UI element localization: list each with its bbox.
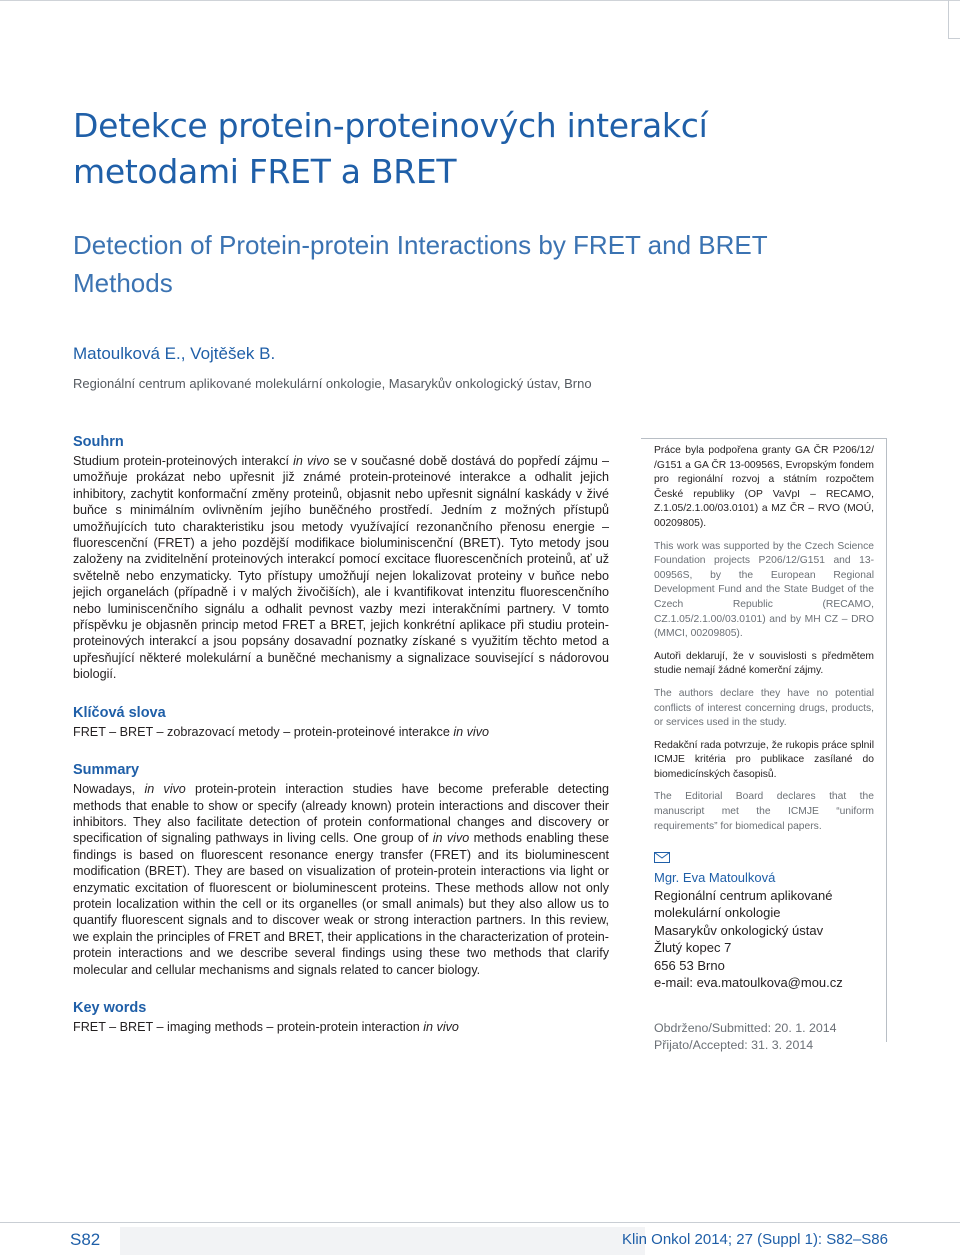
- authors: Matoulková E., Vojtěšek B.: [73, 344, 276, 363]
- journal-citation: Klin Onkol 2014; 27 (Suppl 1): S82–S86: [621, 1231, 888, 1248]
- contact-line-5: 656 53 Brno: [654, 957, 725, 973]
- klicova-terms: FRET – BRET – zobrazovací metody – protein-proteinové interakce: [73, 724, 454, 739]
- conflict-en: The authors declare they have no potential conflicts of interest concerning drugs, products, or services used in the study.: [654, 687, 874, 729]
- received-date: Obdrženo/Submitted: 20. 1. 2014: [654, 1020, 837, 1035]
- conflict-cz: Autoři deklarují, že v souvislosti s předmětem studie nemají žádné komerční zájmy.: [654, 650, 874, 677]
- souhrn-heading: Souhrn: [73, 434, 124, 450]
- page-number: S82: [70, 1230, 101, 1249]
- article-subtitle: Detection of Protein-protein Interactions by FRET and BRET Methods: [73, 230, 768, 298]
- klicova-in-vivo: in vivo: [453, 724, 490, 739]
- icmje-cz: Redakční rada potvrzuje, že rukopis práce splnil ICMJE kritéria pro publikace zasílané do biomedicínských časopisů.: [654, 739, 874, 780]
- keywords-text: [73, 1019, 609, 1035]
- envelope-icon: [654, 852, 670, 863]
- footer-rule: [0, 1222, 960, 1223]
- contact-block: [654, 869, 874, 992]
- contact-line-1: Regionální centrum aplikované: [654, 887, 833, 903]
- accepted-date: Přijato/Accepted: 31. 3. 2014: [654, 1038, 814, 1053]
- affiliation: Regionální centrum aplikované molekulární onkologie, Masarykův onkologický ústav, Brno: [73, 376, 592, 391]
- contact-email[interactable]: e-mail: eva.matoulkova@mou.cz: [654, 975, 843, 991]
- main-column: [73, 434, 609, 1035]
- dates-block: [654, 1020, 874, 1055]
- footer-bar: [120, 1227, 645, 1255]
- summary-heading: Summary: [73, 762, 140, 779]
- summary-in-vivo-1: in vivo: [144, 782, 186, 797]
- souhrn-text-rest: se v současné době dostává do popředí zájmu – umožňuje prokázat nebo upřesnit již známé protein-proteinové interakce a odhalit jejich inhibitory, zachytit konformační změny proteinů, objasnit nebo upřesnit signální kaskády v živé buňce s minimálním ovlivněním jejího buněčného prostředí. Jedním z možných přístupů umožňujících tuto charakteristiku jsou metody využívající rezonančního přenosu energie – fluorescenční (FRET) a jeho pozdější modifikace bioluminiscenční (BRET). Tyto metody jsou založeny na zviditelnění proteinových interakcí pomocí excitace fluorescenčních proteinů, ať už světelně nebo enzymaticky. Tyto přístupy umožňují nejen lokalizovat proteiny v buňce nebo jejich organelách (případně i v malých živočiších), ale i kvantifikovat intenzitu fluorescenčního nebo luminiscenčního signálu a odhalit pevnost vazby mezi interakčními partnery. V tomto příspěvku je objasněn princip metod FRET a BRET, jejich konkrétní aplikace při studiu protein-proteinových interakcí a jsou popsány dosavadní poznatky získané s využitím těchto metod a upřesňující některé molekulární a buněčné mechanismy a signalizace související s nádorovou biologií.: [73, 454, 609, 682]
- contact-line-3: Masarykův onkologický ústav: [654, 922, 824, 938]
- contact-line-2: molekulární onkologie: [654, 905, 781, 921]
- contact-name: Mgr. Eva Matoulková: [654, 870, 776, 886]
- summary-text-start: Nowadays,: [73, 782, 145, 797]
- top-rule: [0, 0, 960, 1]
- keywords-heading: Key words: [73, 999, 147, 1016]
- keywords-terms: FRET – BRET – imaging methods – protein-protein interaction: [73, 1019, 424, 1034]
- icmje-en: The Editorial Board declares that the manuscript met the ICMJE “uniform requirements” for biomedical papers.: [654, 791, 874, 832]
- summary-text: [73, 781, 609, 978]
- souhrn-text-start: Studium protein-proteinových interakcí: [73, 454, 294, 468]
- klicova-text: [73, 724, 609, 740]
- funding-en: This work was supported by the Czech Science Foundation projects P206/12/G151 and 13-00956S, by the European Regional Development Fund and the State Budget of the Czech Republic (RECAMO, CZ.1.05/2.1.00/03.0101) and by MH CZ – DRO (MMCI, 00209805).: [654, 540, 874, 640]
- corner-mark-horizontal: [948, 38, 960, 39]
- keywords-in-vivo: in vivo: [423, 1019, 459, 1034]
- summary-text-rest: methods enabling these findings is based on fluorescent resonance energy transfer (FRET) and its bioluminescent modification (BRET). They are based on visualization of protein-protein interactions via light or enzymatic excitation of fluorescent or bioluminescent proteins. These methods allow not only protein localization within the cell or its organelles (or small animals) but they also allow us to quantify fluorescent signals and to discover weak or strong interaction partners. In this review, we explain the principles of FRET and BRET, their applications in the characterization of protein-protein interactions and we describe several findings using these two methods that clarify molecular and cellular mechanisms and signals related to cancer biology.: [73, 831, 610, 977]
- souhrn-in-vivo: in vivo: [293, 454, 330, 468]
- klicova-heading: Klíčová slova: [73, 704, 166, 721]
- summary-in-vivo-2: in vivo: [432, 831, 470, 846]
- contact-line-4: Žlutý kopec 7: [654, 940, 732, 956]
- funding-cz: Práce byla podpořena granty GA ČR P206/12/ /G151 a GA ČR 13-00956S, Evropským fondem pro regionální rozvoj a státním rozpočtem České republiky (OP VaVpI – RECAMO, Z.1.05/2.1.00/03.0101) a MZ ČR – RVO (MOÚ, 00209805).: [654, 445, 874, 529]
- souhrn-text: [73, 453, 609, 683]
- sidebar: [654, 444, 874, 1055]
- corner-mark: [948, 0, 949, 38]
- article-title: Detekce protein-proteinových interakcí metodami FRET a BRET: [73, 106, 708, 191]
- summary-text-mid: protein-protein interaction studies have become preferable detecting methods that enable to show or specify (already known) protein interactions and discover their inhibitors. They also facilitate detection of protein conformational changes and discovery or specification of signaling pathways in living cells. One group of: [73, 782, 609, 846]
